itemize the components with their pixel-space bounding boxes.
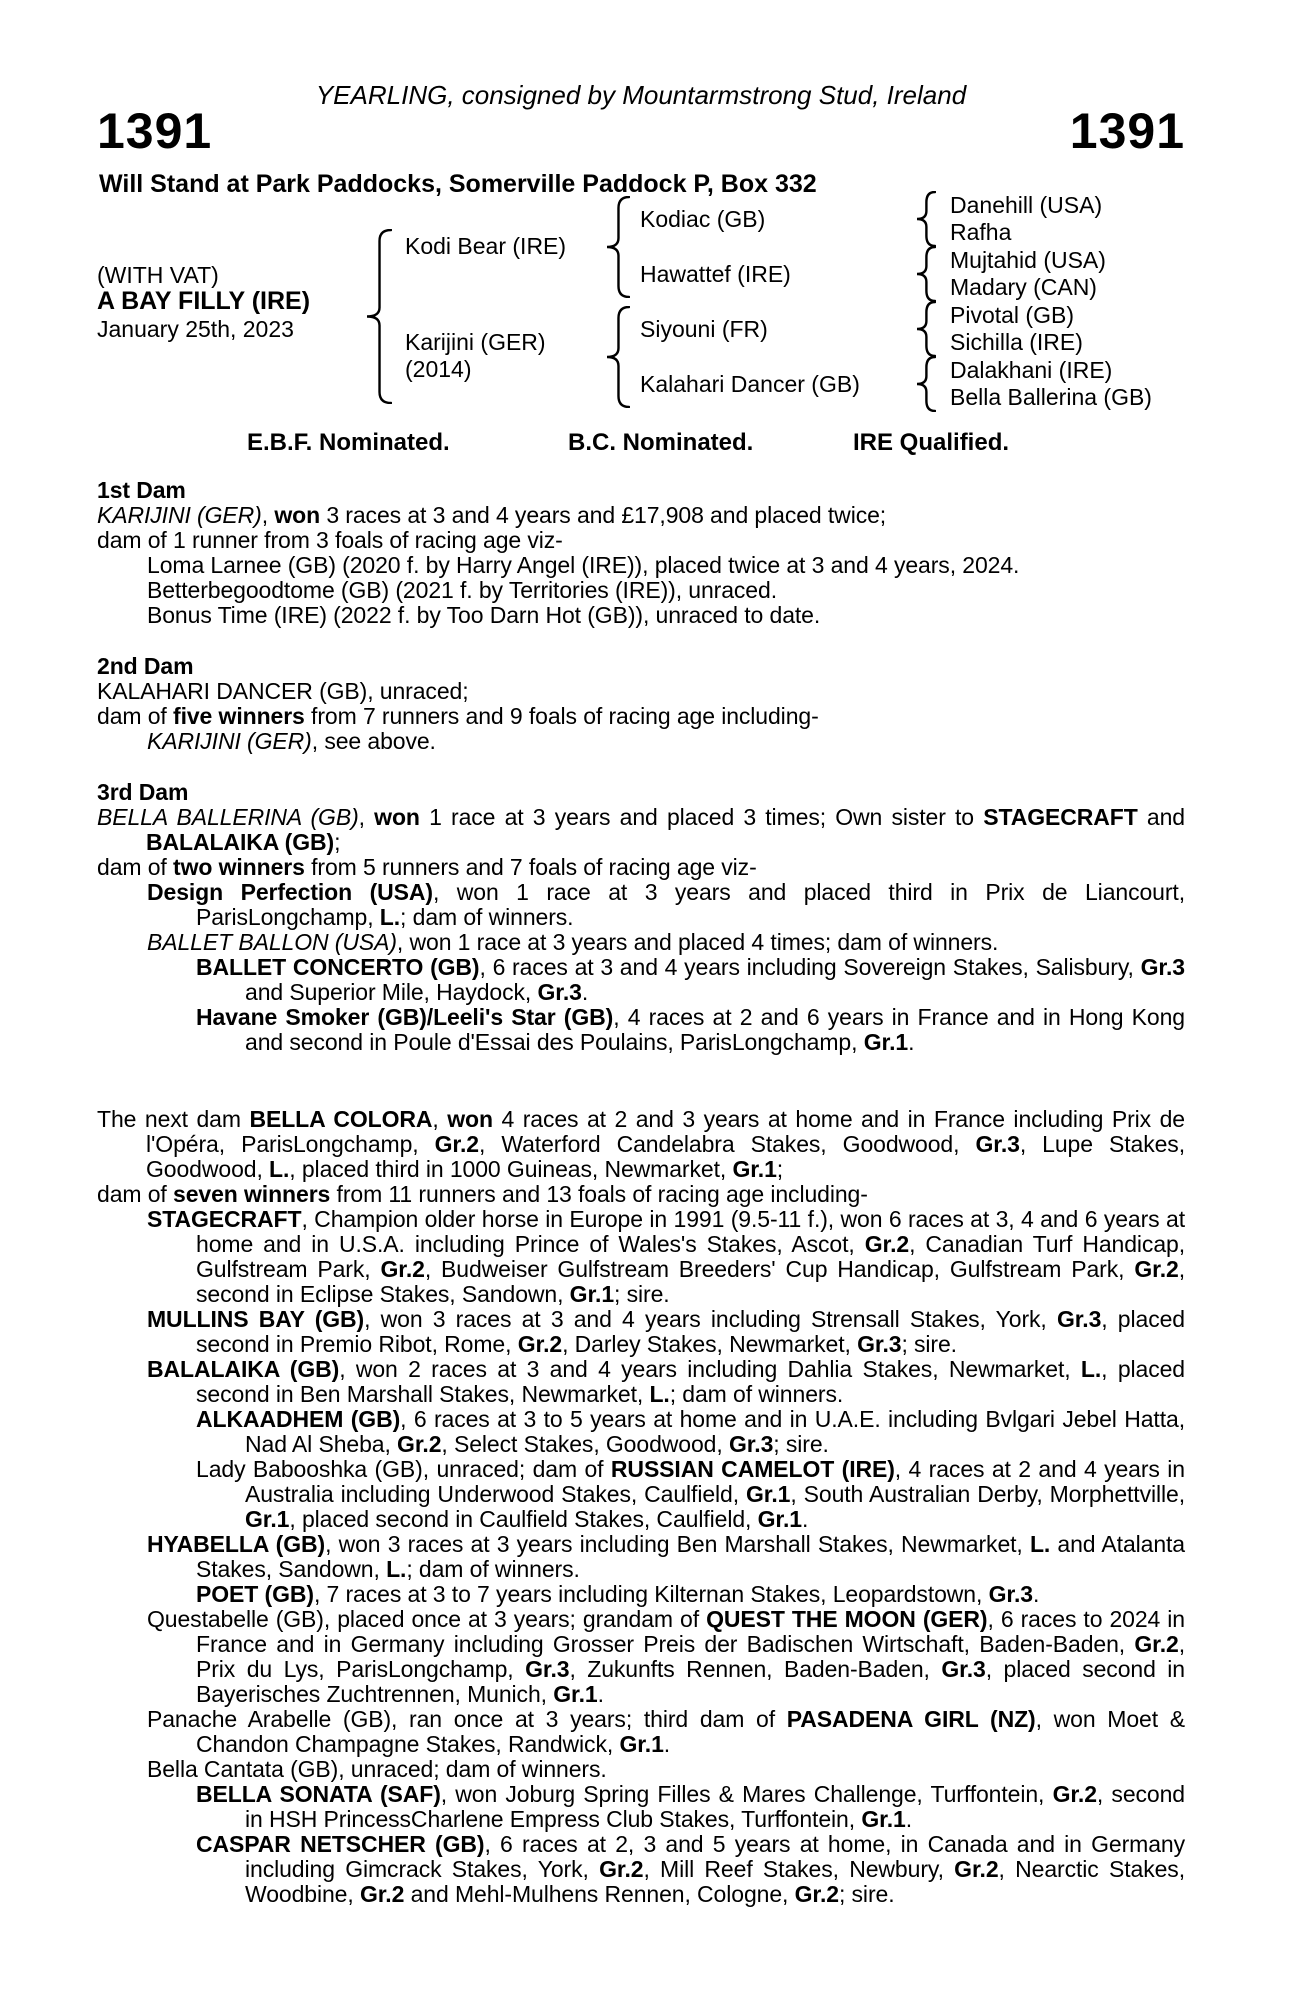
pedigree-brace-main [366,229,392,404]
dam-sire-sire-name: Pivotal (GB) [950,302,1074,328]
dam-dam-name: Kalahari Dancer (GB) [640,371,860,397]
sire-sire-name: Kodiac (GB) [640,206,766,232]
pedigree-paragraph: ALKAADHEM (GB), 6 races at 3 to 5 years at home and in U.A.E. including Bvlgari Jebel Hatta, Nad Al Sheba, Gr.2, Select Stakes, Goodwood, Gr.3; sire. [196,1406,1185,1457]
pedigree-paragraph: Loma Larnee (GB) (2020 f. by Harry Angel (IRE)), placed twice at 3 and 4 years, 2024. [147,552,1020,578]
lot-number-right: 1391 [1069,103,1185,159]
consignor-line: YEARLING, consigned by Mountarmstrong Stud, Ireland [315,80,967,110]
pedigree-paragraph: dam of seven winners from 11 runners and 13 foals of racing age including- [97,1181,868,1207]
pedigree-paragraph: Bella Cantata (GB), unraced; dam of winners. [147,1756,607,1782]
vat-note: (WITH VAT) [97,262,219,288]
bc-nominated-label: B.C. Nominated. [568,429,754,456]
pedigree-paragraph: CASPAR NETSCHER (GB), 6 races at 2, 3 and 5 years at home, in Canada and in Germany including Gimcrack Stakes, York, Gr.2, Mill Reef Stakes, Newbury, Gr.2, Nearctic Stakes, Woodbine, Gr.2 and Mehl-Mulhens Rennen, Cologne, Gr.2; sire. [196,1831,1185,1907]
dam-year: (2014) [405,356,472,382]
pedigree-paragraph: MULLINS BAY (GB), won 3 races at 3 and 4 years including Strensall Stakes, York, Gr.3, placed second in Premio Ribot, Rome, Gr.2, Darley Stakes, Newmarket, Gr.3; sire. [147,1306,1185,1357]
pedigree-paragraph: Havane Smoker (GB)/Leeli's Star (GB), 4 races at 2 and 6 years in France and in Hong Kong and second in Poule d'Essai des Poulains, ParisLongchamp, Gr.1. [196,1004,1185,1055]
dam-section [97,1107,1185,1907]
lot-number-left: 1391 [97,103,213,159]
pedigree-brace-sire [606,196,630,298]
section-heading: 3rd Dam [97,779,189,805]
pedigree-paragraph: The next dam BELLA COLORA, won 4 races at 2 and 3 years at home and in France including Prix de l'Opéra, ParisLongchamp, Gr.2, Waterford Candelabra Stakes, Goodwood, Gr.3, Lupe Stakes, Goodwood, L., placed third in 1000 Guineas, Newmarket, Gr.1; [97,1106,1185,1182]
pedigree-paragraph: KALAHARI DANCER (GB), unraced; [97,678,469,704]
pedigree-paragraph: BALLET CONCERTO (GB), 6 races at 3 and 4 years including Sovereign Stakes, Salisbury, Gr.3 and Superior Mile, Haydock, Gr.3. [196,954,1185,1005]
pedigree-brace-dam-dam [916,356,936,412]
pedigree-text-body [97,478,1185,1907]
sire-dam-sire-name: Mujtahid (USA) [950,247,1106,273]
pedigree-paragraph: BELLA BALLERINA (GB), won 1 race at 3 years and placed 3 times; Own sister to STAGECRAFT and BALALAIKA (GB); [97,804,1185,855]
dam-section [97,478,1185,628]
dam-section [97,780,1185,1055]
dam-section [97,654,1185,754]
pedigree-paragraph: Betterbegoodtome (GB) (2021 f. by Territories (IRE)), unraced. [147,577,777,603]
ire-qualified-label: IRE Qualified. [853,429,1010,456]
pedigree-paragraph: Design Perfection (USA), won 1 race at 3 years and placed third in Prix de Liancourt, ParisLongchamp, L.; dam of winners. [147,879,1185,930]
pedigree-paragraph: KARIJINI (GER), won 3 races at 3 and 4 years and £17,908 and placed twice; [97,502,887,528]
pedigree-paragraph: Questabelle (GB), placed once at 3 years; grandam of QUEST THE MOON (GER), 6 races to 2024 in France and in Germany including Grosser Preis der Badischen Wirtschaft, Baden-Baden, Gr.2, Prix du Lys, ParisLongchamp, Gr.3, Zukunfts Rennen, Baden-Baden, Gr.3, placed second in Bayerisches Zuchtrennen, Munich, Gr.1. [147,1606,1185,1707]
pedigree-paragraph: KARIJINI (GER), see above. [147,728,436,754]
dam-sire-name: Siyouni (FR) [640,316,768,342]
pedigree-paragraph: dam of two winners from 5 runners and 7 foals of racing age viz- [97,854,757,880]
sire-dam-name: Hawattef (IRE) [640,261,791,287]
pedigree-paragraph: HYABELLA (GB), won 3 races at 3 years including Ben Marshall Stakes, Newmarket, L. and Atalanta Stakes, Sandown, L.; dam of winners. [147,1531,1186,1582]
dam-sire-dam-name: Sichilla (IRE) [950,329,1083,355]
section-heading: 2nd Dam [97,653,194,679]
sire-sire-sire-name: Danehill (USA) [950,192,1103,218]
dam-dam-dam-name: Bella Ballerina (GB) [950,384,1152,410]
pedigree-paragraph: BALLET BALLON (USA), won 1 race at 3 years and placed 4 times; dam of winners. [147,929,999,955]
pedigree-brace-dam [606,306,630,408]
pedigree-paragraph: STAGECRAFT, Champion older horse in Europe in 1991 (9.5-11 f.), won 6 races at 3, 4 and 6 years at home and in U.S.A. including Prince of Wales's Stakes, Ascot, Gr.2, Canadian Turf Handicap, Gulfstream Park, Gr.2, Budweiser Gulfstream Breeders' Cup Handicap, Gulfstream Park, Gr.2, second in Eclipse Stakes, Sandown, Gr.1; sire. [147,1206,1186,1307]
pedigree-paragraph: Panache Arabelle (GB), ran once at 3 years; third dam of PASADENA GIRL (NZ), won Moet & Chandon Champagne Stakes, Randwick, Gr.1. [147,1706,1185,1757]
section-heading: 1st Dam [97,477,186,503]
sire-dam-dam-name: Madary (CAN) [950,274,1097,300]
pedigree-paragraph: POET (GB), 7 races at 3 to 7 years including Kilternan Stakes, Leopardstown, Gr.3. [196,1581,1040,1607]
dam-name: Karijini (GER) [405,329,546,355]
pedigree-paragraph: Bonus Time (IRE) (2022 f. by Too Darn Hot (GB)), unraced to date. [147,602,821,628]
ebf-nominated-label: E.B.F. Nominated. [247,429,450,456]
pedigree-brace-dam-sire [916,301,936,357]
pedigree-paragraph: BELLA SONATA (SAF), won Joburg Spring Filles & Mares Challenge, Turffontein, Gr.2, second in HSH PrincessCharlene Empress Club Stakes, Turffontein, Gr.1. [196,1781,1185,1832]
sire-name: Kodi Bear (IRE) [405,233,567,259]
sire-sire-dam-name: Rafha [950,219,1012,245]
stand-location-line: Will Stand at Park Paddocks, Somerville Paddock P, Box 332 [99,170,817,198]
pedigree-paragraph: Lady Babooshka (GB), unraced; dam of RUSSIAN CAMELOT (IRE), 4 races at 2 and 4 years in Australia including Underwood Stakes, Caulfield, Gr.1, South Australian Derby, Morphettville, Gr.1, placed second in Caulfield Stakes, Caulfield, Gr.1. [196,1456,1185,1532]
pedigree-brace-sire-dam [916,246,936,302]
dam-dam-sire-name: Dalakhani (IRE) [950,357,1113,383]
pedigree-brace-sire-sire [916,191,936,247]
foaling-date: January 25th, 2023 [97,316,294,342]
horse-name: A BAY FILLY (IRE) [97,287,311,315]
pedigree-paragraph: dam of five winners from 7 runners and 9 foals of racing age including- [97,703,819,729]
pedigree-paragraph: BALALAIKA (GB), won 2 races at 3 and 4 years including Dahlia Stakes, Newmarket, L., placed second in Ben Marshall Stakes, Newmarket, L.; dam of winners. [147,1356,1186,1407]
pedigree-paragraph: dam of 1 runner from 3 foals of racing age viz- [97,527,563,553]
